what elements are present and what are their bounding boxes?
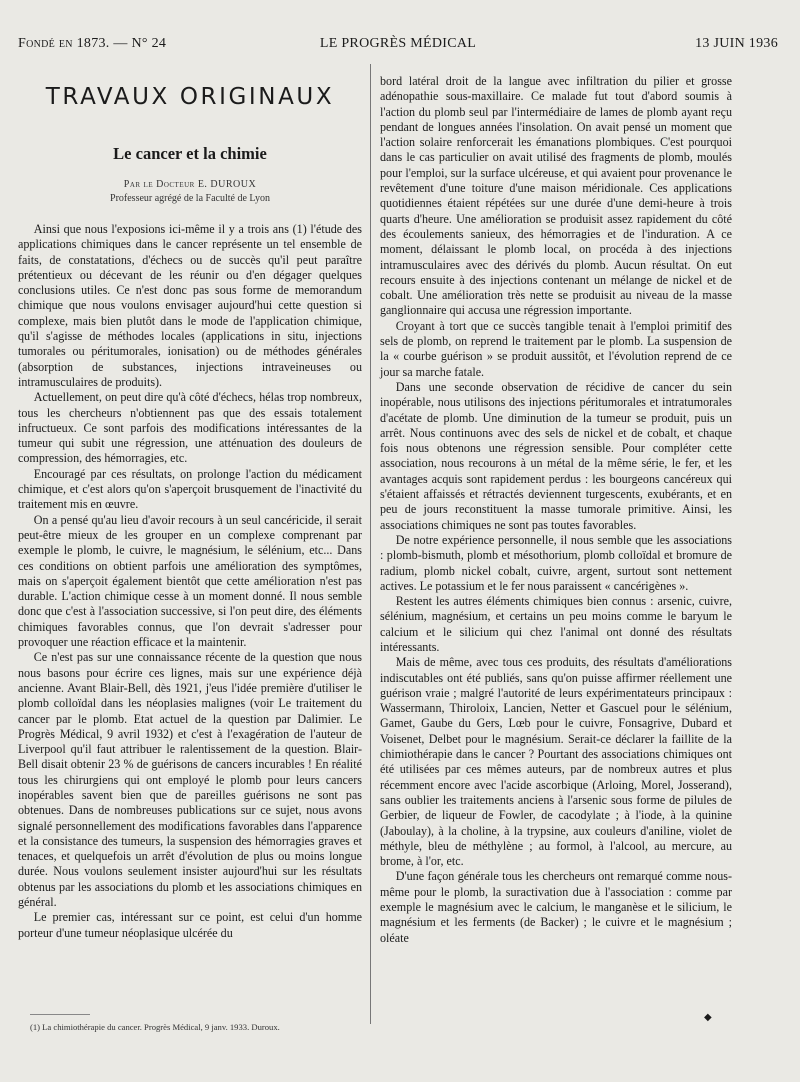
header-founding-issue: Fondé en 1873. — N° 24 bbox=[18, 36, 167, 51]
end-ornament: ◆ bbox=[704, 1012, 712, 1023]
section-title: TRAVAUX ORIGINAUX bbox=[45, 84, 335, 110]
paragraph: Ce n'est pas sur une connaissance récente de la question que nous nous basons pour écrire ces lignes, mais sur une expérience déjà ancienne. Avant Blair-Bell, dès 1921, j'eus l'idée première d'utiliser le plomb colloïdal dans les néoplasies malignes (voir Le traitement du cancer par le plomb. Etat actuel de la question par Dalimier. Le Progrès Médical, 9 avril 1932) et c'est à l'exagération de l'auteur de Liverpool qu'il faut attribuer le ralentissement de la question. Blair-Bell disait obtenir 23 % de guérisons de cancers incurables ! En réalité tous les chirurgiens qui ont employé le plomb pour leurs cancers inopérables savent bien que de pareilles guérisons ne sont pas obtenues. Dans de nombreuses publications sur ce sujet, nous avons signalé personnellement des modifications favorables dans l'apparence et la consistance des tumeurs, la suspension des hémorragies graves et tenaces, et quelquefois un arrêt d'évolution de plus ou moins longue durée. Nous voulons seulement insister aujourd'hui sur les résultats obtenus par les associations du plomb et les associations chimiques en général. bbox=[18, 650, 362, 910]
footnote-divider bbox=[30, 1014, 90, 1015]
header-journal-title: LE PROGRÈS MÉDICAL bbox=[319, 36, 477, 51]
right-column bbox=[380, 74, 732, 946]
paragraph: bord latéral droit de la langue avec infiltration du pilier et grosse adénopathie sous-maxillaire. Ce malade fut tout d'abord soumis à l'action du plomb seul par l'intermédiaire de lames de plomb ayant reçu pendant de longues années l'insolation. On avait pensé un moment que l'action solaire renforcerait les émanations plombiques. C'est pourquoi dans le cas particulier on avait utilisé des fragments de plomb, moulés pour l'emploi, sur la surface ulcéreuse, et qui avaient pour provenance le revêtement d'une toiture d'une maison méridionale. Ces applications quotidiennes étaient répétées sur une durée d'une demi-heure à trois quarts d'heure. Une amélioration se produisit assez rapidement du côté des écoulements sanieux, des hémorragies et de l'induration. A ce moment, délaissant le plomb local, on procéda à des injections intramusculaires avec des dérivés du plomb. Aucun résultat. On eut recours ensuite à des injections contenant un mélange de nickel et de cobalt. Une amélioration très nette se produisit au niveau de la masse ganglionnaire qui accusa une régression importante. bbox=[380, 74, 732, 318]
paragraph: Encouragé par ces résultats, on prolonge l'action du médicament chimique, et c'est alors qu'on s'aperçoit brusquement de l'inactivité du traitement mis en œuvre. bbox=[18, 466, 362, 512]
paragraph: Mais de même, avec tous ces produits, des résultats d'améliorations indiscutables ont été publiés, sans qu'on puisse affirmer réellement une guérison vraie ; malgré l'autorité de leurs expérimentateurs principaux : Wassermann, Thiroloix, Lancien, Netter et Gascuel pour le sélénium, Gamet, Gaube du Gers, Lœb pour le cuivre, Fonsagrive, Dubard et Voisenet, Delbet pour le magnésium. Serait-ce déclarer la faillite de la chimiothérapie dans le cancer ? Pourtant des associations chimiques ont été utilisées par ces mêmes auteurs, par de nombreux autres et plus récemment encore avec l'acide ascorbique (Arloing, Morel, Josserand), sans oublier les traitements anciens à l'arsenic sous forme de pilules de Gerbier, de liqueur de Fowler, de cacodylate ; à l'iode, à la quinine (Jaboulay), à la choline, à la trypsine, aux couleurs d'aniline, violet de méthyle, bleu de méthylène ; au formol, à l'alcool, au mercure, au brome, à l'or, etc. bbox=[380, 655, 732, 869]
paragraph: D'une façon générale tous les chercheurs ont remarqué comme nous-même pour le plomb, la suractivation due à l'association : comme par exemple le magnésium avec le calcium, le manganèse et le silicium, le magnésium et les ferments (de Backer) ; le cuivre et le magnésium ; oléate bbox=[380, 869, 732, 945]
page-header bbox=[18, 36, 778, 54]
column-divider bbox=[370, 64, 371, 1024]
paragraph: On a pensé qu'au lieu d'avoir recours à un seul cancéricide, il serait peut-être mieux de les grouper en un complexe comprenant par exemple le plomb, le cuivre, le magnésium, le sélénium, etc... Dans ces conditions on obtient parfois une amélioration des symptômes, mais on s'aperçoit également bientôt que cette amélioration n'est pas durable. L'action chimique cesse à un moment donné. Il nous semble donc que c'est à l'association successive, si l'on peut dire, des éléments chimiques favorables connus, que l'on devrait s'adresser pour provoquer une réaction efficace et la maintenir. bbox=[18, 512, 362, 650]
article-title: Le cancer et la chimie bbox=[113, 144, 267, 163]
paragraph: Actuellement, on peut dire qu'à côté d'échecs, hélas trop nombreux, tous les chercheurs n'obtiennent pas que des essais totalement infructueux. Ce sont parfois des modifications intéressantes de la tumeur qui subit une régression, une atténuation des douleurs de compression, des hémorragies, etc. bbox=[18, 390, 362, 466]
author-byline bbox=[18, 178, 362, 206]
paragraph: Le premier cas, intéressant sur ce point, est celui d'un homme porteur d'une tumeur néoplasique ulcérée du bbox=[18, 910, 362, 940]
paragraph: Ainsi que nous l'exposions ici-même il y a trois ans (1) l'étude des applications chimiques dans le cancer représente un tel ensemble de faits, de constatations, d'échecs ou de succès qu'il peut paraître prétentieux ou décevant de les réunir ou d'en dégager quelques conclusions utiles. Ce n'est donc pas sous forme de memorandum chimique que nous voulons envisager aujourd'hui cette question si complexe, mais bien plutôt dans le mode de l'application chimique, qu'il s'agisse de méthodes locales (applications in situ, injections tumorales ou péritumorales, ionisation) ou de méthodes générales (absorption de substances, injections intraveineuses ou intramusculaires de produits). bbox=[18, 222, 362, 389]
header-date: 13 JUIN 1936 bbox=[695, 36, 778, 51]
footnote: (1) La chimiothérapie du cancer. Progrès Médical, 9 janv. 1933. Duroux. bbox=[30, 1022, 280, 1032]
paragraph: Restent les autres éléments chimiques bien connus : arsenic, cuivre, sélénium, magnésium, et certains un peu moins comme le baryum le calcium et le silicium qui chez l'animal ont donné des résultats intéressants. bbox=[380, 594, 732, 654]
left-body bbox=[18, 222, 362, 941]
author-affiliation: Professeur agrégé de la Faculté de Lyon bbox=[110, 193, 270, 204]
paragraph: De notre expérience personnelle, il nous semble que les associations : plomb-bismuth, plomb et mésothorium, plomb colloïdal et bromure de radium, plomb nickel cobalt, cuivre, argent, surtout sont nettement actives. Le potassium et le fer nous paraissent « cancérigènes ». bbox=[380, 532, 732, 593]
author-name: Par le Docteur E. DUROUX bbox=[123, 179, 257, 190]
paragraph: Dans une seconde observation de récidive de cancer du sein inopérable, nous utilisons des injections péritumorales et intratumorales d'acétate de plomb. Une diminution de la tumeur se produit, puis un arrêt. Nous continuons avec des sels de nickel et de cobalt, et chaque fois nous obtenons une régression sensible. Pour compléter cette association, nous recourons à un métal de la même série, le fer, et les avantages acquis sont rapidement perdus : les bourgeons cancéreux qui s'étaient affaissés et rétractés deviennent turgescents, exubérants, et en peu de jours reconstituent la masse tumorale primitive. Ainsi, les associations chimiques ne sont pas toutes favorables. bbox=[380, 379, 732, 532]
paragraph: Croyant à tort que ce succès tangible tenait à l'emploi primitif des sels de plomb, on reprend le traitement par le plomb. La suspension de la « courbe guérison » se produit aussitôt, et l'évolution reprend de ce jour sa marche fatale. bbox=[380, 318, 732, 379]
left-column bbox=[18, 84, 362, 941]
